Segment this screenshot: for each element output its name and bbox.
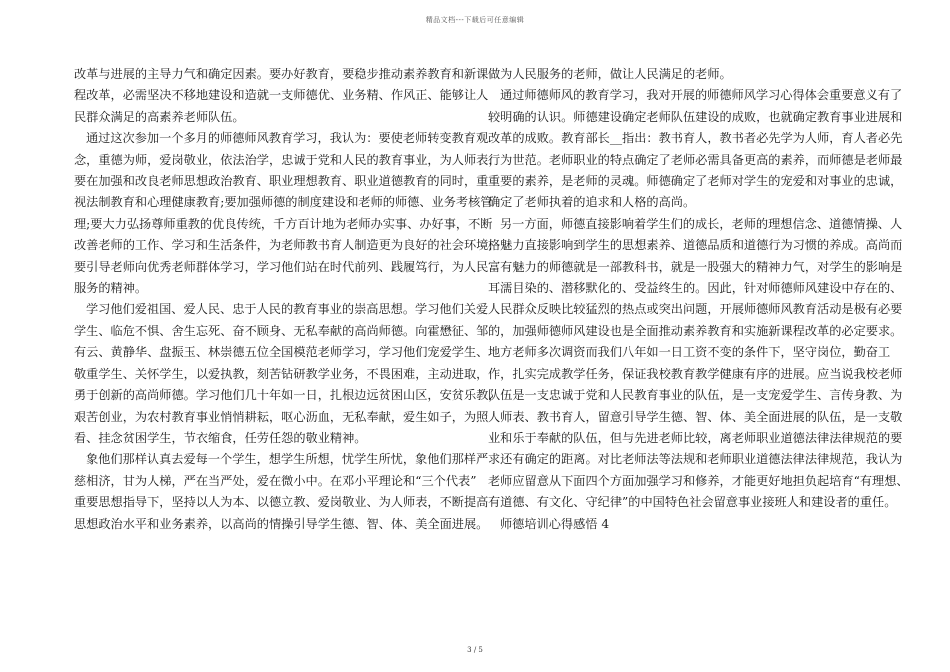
- text-line: 程改革，必需坚决不移地建设和造就一支师德优、业务精、作风正、能够让人: [74, 88, 489, 103]
- text-line: 慈相济，甘为人梯，严在当严处，爱在微小中。在邓小平理论和“三个代表”: [74, 473, 477, 488]
- right-text-column: [488, 64, 909, 535]
- text-line: 服务的精神。: [74, 281, 148, 296]
- text-line: 学习他们爱祖国、爱人民、忠于人民的教育事业的崇高思想。学习他们关爱: [86, 302, 489, 317]
- page-header: 精品文档---下载后可任意编辑: [425, 16, 525, 24]
- text-line: 看、挂念贫困学生，节衣缩食，任劳任怨的敬业精神。: [74, 430, 367, 445]
- text-line: 格魅力直接影响到学生的思想素养、道德品质和道德行为习惯的养成。高尚而: [488, 238, 903, 253]
- text-line: 的，加强师德师风建设也是全面推动素养教育和实施新课程改革的必定要求。: [488, 323, 903, 338]
- text-line: 队伍是一支忠诚于党和人民教育事业的队伍，是一支宠爱学生、言传身教、为: [488, 388, 903, 403]
- text-line: 通过师德师风的教育学习，我对开展的师德师风学习心得体会重要意义有了: [500, 88, 903, 103]
- text-line: 较明确的认识。师德建设确定老师队伍建设的成败，也就确定教育事业进展和: [488, 109, 903, 124]
- text-line: 有道德、有文化、守纪律”的中国特色社会留意事业接班人和建设者的重任。: [488, 495, 897, 510]
- text-line: 耳濡目染的、潜移默化的、受益终生的。因此，针对师德师风建设中存在的、: [488, 281, 903, 296]
- text-line: 通过这次参加一个多月的师德师风教育学习，我认为：要使老师转变教育观: [86, 131, 489, 146]
- text-line: 作，扎实完成教学任务，保证我校教育教学健康有序的进展。应当说我校老师: [488, 366, 903, 381]
- text-line: 重要思想指导下，坚持以人为本、以德立教、爱岗敬业、为人师表，不断提高: [74, 495, 489, 510]
- left-text-column: [74, 64, 501, 535]
- text-line: 老师应留意从下面四个方面加强学习和修养，才能更好地担负起培育“有理想、: [488, 473, 909, 488]
- text-line: 人民群众反映比较猛烈的热点或突出问题，开展师德师风教育活动是极有必要: [488, 302, 903, 317]
- text-line: 象他们那样认真去爱每一个学生，想学生所想，忧学生所忧，象他们那样严: [86, 452, 489, 467]
- text-line: 重要的素养，是老师的灵魂。师德确定了老师对学生的宠爱和对事业的忠诚，: [488, 174, 903, 189]
- text-line: 民群众满足的高素养老师队伍。: [74, 109, 245, 124]
- text-line: 求还有确定的距离。对比老师法等法规和老师职业道德法律法律规范，我认为: [488, 452, 903, 467]
- text-line: 另一方面，师德直接影响着学生们的成长，老师的理想信念、道德情操、人: [500, 216, 903, 231]
- text-line: 理;要大力弘扬尊师重教的优良传统，千方百计地为老师办实事、办好事，不断: [74, 216, 493, 231]
- text-line: 行为世范。老师职业的特点确定了老师必需具备更高的素养，而师德是老师最: [488, 152, 903, 167]
- text-line: 改革的成败。教育部长__指出：教书育人，教书者必先学为人师，育人者必先: [488, 131, 903, 146]
- text-line: 有云、黄静华、盘振玉、林崇德五位全国模范老师学习，学习他们宠爱学生、: [74, 345, 489, 360]
- text-line: 业和乐于奉献的队伍，但与先进老师比较，离老师职业道德法律法律规范的要: [488, 430, 903, 445]
- text-line: 地方老师多次调资而我们八年如一日工资不变的条件下，坚守岗位，勤奋工: [488, 345, 891, 360]
- text-line: 富有魅力的师德就是一部教科书，就是一股强大的精神力气，对学生的影响是: [488, 259, 903, 274]
- text-line: 艰苦创业，为农村教育事业悄悄耕耘，呕心沥血，无私奉献，爱生如子，为照: [74, 409, 489, 424]
- text-line: 视法制教育和心理健康教育;要加强师德的制度建设和老师的师德、业务考核管: [74, 195, 493, 210]
- text-line: 要引导老师向优秀老师群体学习，学习他们站在时代前列、践履笃行，为人民: [74, 259, 489, 274]
- text-line: 人师表、教书育人，留意引导学生德、智、体、美全面进展的队伍，是一支敬: [488, 409, 903, 424]
- text-line: 改善老师的工作、学习和生活条件，为老师教书育人制造更为良好的社会环境;: [74, 238, 493, 253]
- text-line: 敬重学生、关怀学生，以爱执教，刻苦钻研教学业务，不畏困难，主动进取，: [74, 366, 489, 381]
- text-line: 做为人民服务的老师，做让人民满足的老师。: [488, 67, 732, 81]
- text-line: 确定了老师执着的追求和人格的高尚。: [488, 195, 696, 210]
- text-line: 勇于创新的高尚师德。学习他们几十年如一日，扎根边远贫困山区，安贫乐教，: [74, 388, 501, 403]
- text-line: 学生、临危不惧、舍生忘死、奋不顾身、无私奉献的高尚师德。向霍懋征、邹: [74, 323, 489, 338]
- page-number: 3 / 5: [467, 646, 483, 654]
- section-heading: 师德培训心得感悟 4: [500, 516, 610, 531]
- text-line: 念，重德为师，爱岗敬业，依法治学，忠诚于党和人民的教育事业，为人师表，: [74, 152, 501, 167]
- text-line: 要在加强和改良老师思想政治教育、职业理想教育、职业道德教育的同时，重: [74, 174, 489, 189]
- text-line: 改革与进展的主导力气和确定因素。要办好教育，要稳步推动素养教育和新课: [74, 67, 489, 81]
- text-line: 思想政治水平和业务素养，以高尚的情操引导学生德、智、体、美全面进展。: [74, 516, 489, 531]
